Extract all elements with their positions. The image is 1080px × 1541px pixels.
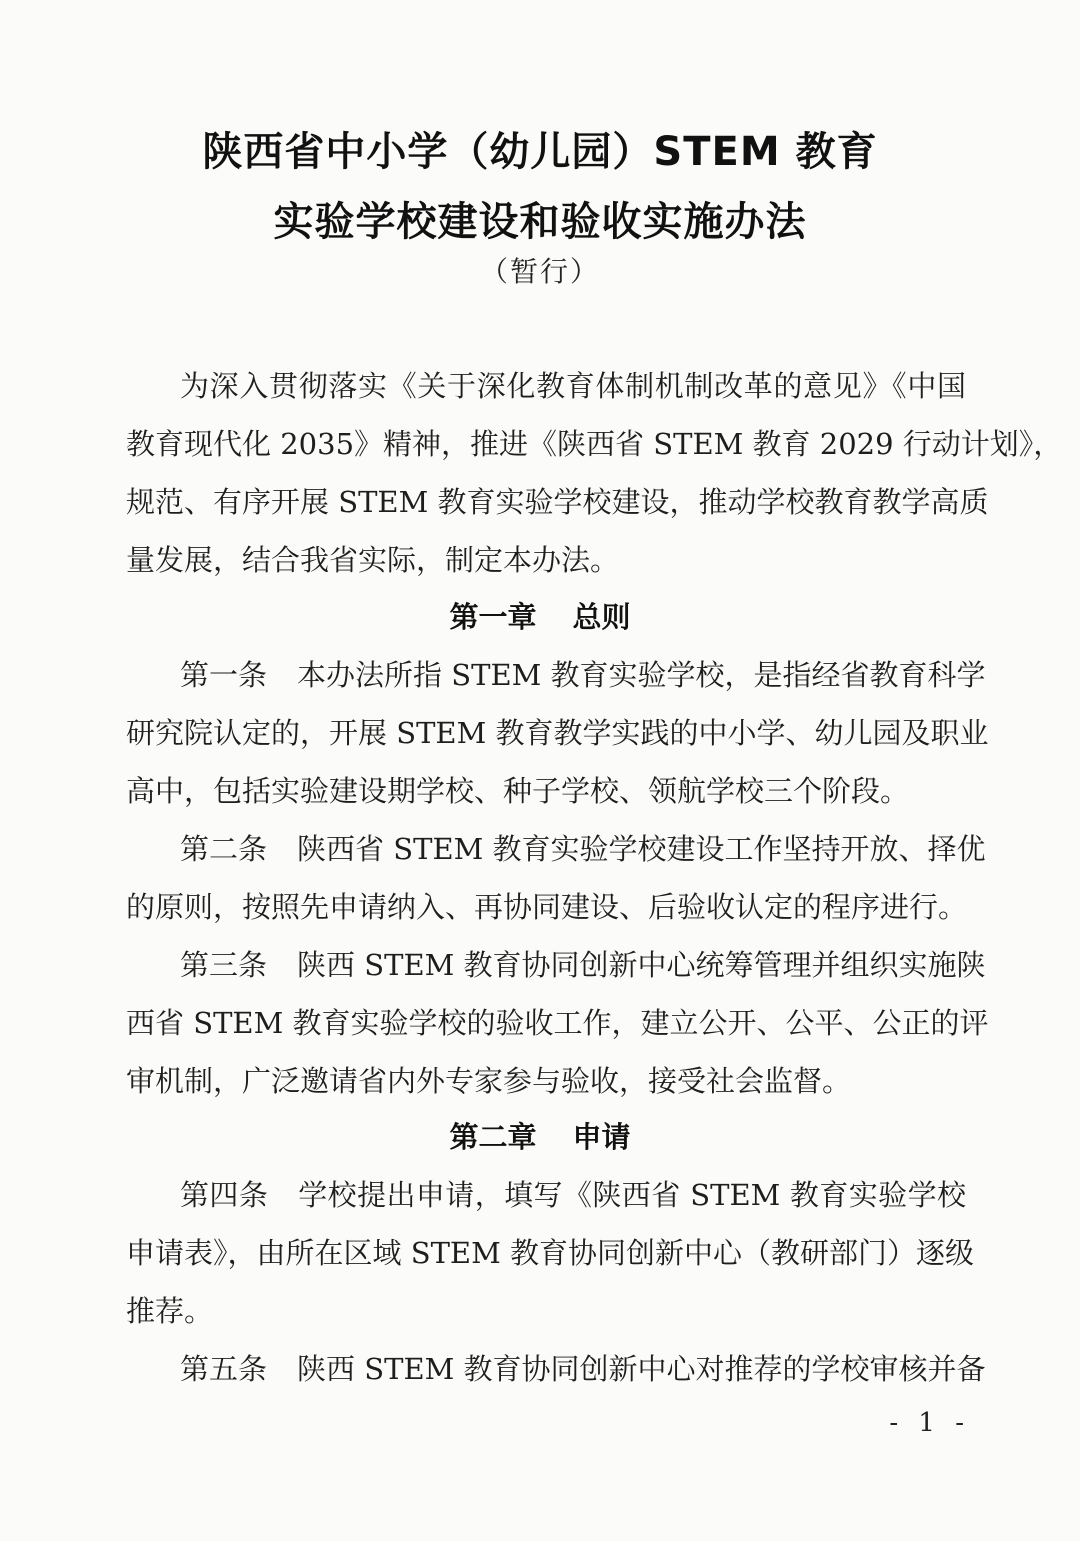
article-1-head: 第一条 bbox=[180, 658, 268, 692]
article-3-text-1: 陕西 STEM 教育协同创新中心统筹管理并组织实施陕 bbox=[297, 948, 986, 982]
article-4-line-2: 申请表》，由所在区域 STEM 教育协同创新中心（教研部门）逐级 bbox=[126, 1236, 975, 1270]
article-1-line-3: 高中，包括实验建设期学校、种子学校、领航学校三个阶段。 bbox=[126, 774, 910, 808]
article-2-line-1 bbox=[126, 829, 986, 869]
article-2-head: 第二条 bbox=[180, 832, 268, 866]
page-number: - 1 - bbox=[889, 1408, 970, 1438]
article-3-line-1 bbox=[126, 945, 986, 985]
chapter-1-number: 第一章 bbox=[449, 600, 537, 634]
chapter-1-heading bbox=[0, 597, 1080, 637]
chapter-2-number: 第二章 bbox=[449, 1120, 537, 1154]
chapter-1-name: 总则 bbox=[572, 600, 631, 634]
article-4-head: 第四条 bbox=[180, 1178, 269, 1212]
intro-line-2: 教育现代化 2035》精神，推进《陕西省 STEM 教育 2029 行动计划》， bbox=[126, 427, 1063, 461]
article-3-line-2: 西省 STEM 教育实验学校的验收工作，建立公开、公平、公正的评 bbox=[126, 1006, 989, 1040]
article-1-line-1 bbox=[126, 655, 986, 695]
article-4-line-3: 推荐。 bbox=[126, 1294, 214, 1328]
intro-line-4: 量发展，结合我省实际，制定本办法。 bbox=[126, 543, 620, 577]
article-4-line-1 bbox=[126, 1175, 966, 1215]
article-5-text-1: 陕西 STEM 教育协同创新中心对推荐的学校审核并备 bbox=[297, 1352, 986, 1386]
intro-line-1: 为深入贯彻落实《关于深化教育体制机制改革的意见》《中国 bbox=[180, 369, 966, 403]
chapter-2-heading bbox=[0, 1117, 1080, 1157]
chapter-2-name: 申请 bbox=[572, 1120, 631, 1154]
article-5-head: 第五条 bbox=[180, 1352, 268, 1386]
article-3-head: 第三条 bbox=[180, 948, 268, 982]
article-2-line-2: 的原则，按照先申请纳入、再协同建设、后验收认定的程序进行。 bbox=[126, 890, 968, 924]
article-1-line-2: 研究院认定的，开展 STEM 教育教学实践的中小学、幼儿园及职业 bbox=[126, 716, 989, 750]
document-title-line-1: 陕西省中小学（幼儿园）STEM 教育 bbox=[202, 129, 878, 175]
intro-line-3: 规范、有序开展 STEM 教育实验学校建设，推动学校教育教学高质 bbox=[126, 485, 989, 519]
article-3-line-3: 审机制，广泛邀请省内外专家参与验收，接受社会监督。 bbox=[126, 1064, 852, 1098]
article-1-text-1: 本办法所指 STEM 教育实验学校，是指经省教育科学 bbox=[297, 658, 986, 692]
article-4-text-1: 学校提出申请，填写《陕西省 STEM 教育实验学校 bbox=[298, 1178, 966, 1212]
article-5-line-1 bbox=[126, 1349, 986, 1389]
document-title-line-2: 实验学校建设和验收实施办法 bbox=[273, 199, 807, 245]
document-subtitle: （暂行） bbox=[479, 255, 600, 288]
article-2-text-1: 陕西省 STEM 教育实验学校建设工作坚持开放、择优 bbox=[297, 832, 986, 866]
